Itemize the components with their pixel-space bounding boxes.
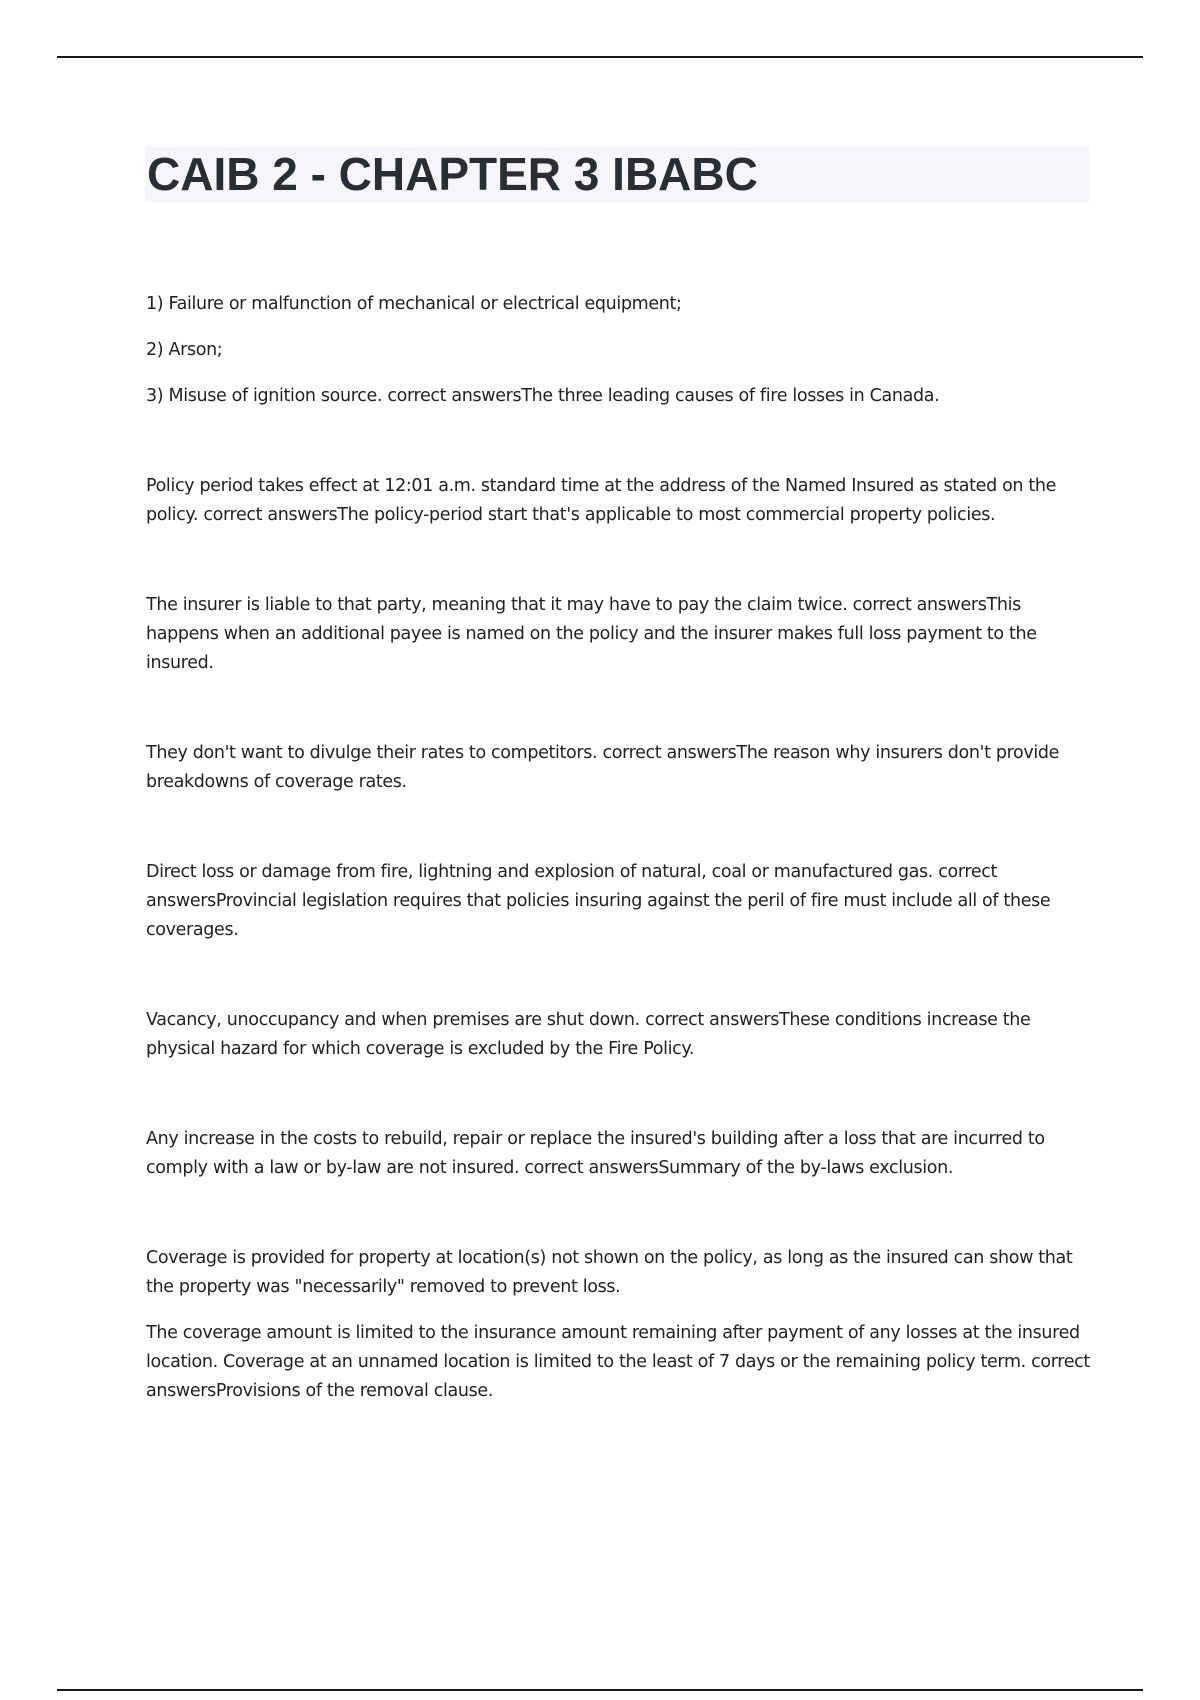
paragraph-policy-period: Policy period takes effect at 12:01 a.m. standard time at the address of the Named Insured as stated on the policy. correct answersThe policy-period start that's applicable to most commercial property policies.	[146, 476, 1057, 525]
paragraph-cause-1: 1) Failure or malfunction of mechanical or electrical equipment;	[146, 294, 682, 314]
paragraph-removal-2: The coverage amount is limited to the insurance amount remaining after payment of any losses at the insured location. Coverage at an unnamed location is limited to the least of 7 days or the remaining policy term. correct answersProvisions of the removal clause.	[146, 1323, 1090, 1401]
paragraph-cause-3: 3) Misuse of ignition source. correct answersThe three leading causes of fire losses in Canada.	[146, 386, 940, 406]
title-bar	[145, 146, 1090, 202]
paragraph-fire-peril: Direct loss or damage from fire, lightning and explosion of natural, coal or manufactured gas. correct answersProvincial legislation requires that policies insuring against the peril of fire must include all of these coverages.	[146, 862, 1051, 940]
document-title: CAIB 2 - CHAPTER 3 IBABC	[147, 148, 758, 200]
paragraph-vacancy: Vacancy, unoccupancy and when premises are shut down. correct answersThese conditions increase the physical hazard for which coverage is excluded by the Fire Policy.	[146, 1010, 1031, 1059]
paragraph-additional-payee: The insurer is liable to that party, meaning that it may have to pay the claim twice. correct answersThis happens when an additional payee is named on the policy and the insurer makes full loss payment to the insured.	[146, 595, 1037, 673]
document-body	[146, 290, 1096, 1406]
top-rule	[57, 56, 1143, 58]
paragraph-coverage-rates: They don't want to divulge their rates to competitors. correct answersThe reason why insurers don't provide breakdowns of coverage rates.	[146, 743, 1060, 792]
paragraph-cause-2: 2) Arson;	[146, 340, 223, 360]
paragraph-removal-1: Coverage is provided for property at location(s) not shown on the policy, as long as the insured can show that the property was "necessarily" removed to prevent loss.	[146, 1248, 1073, 1297]
paragraph-bylaws: Any increase in the costs to rebuild, repair or replace the insured's building after a loss that are incurred to comply with a law or by-law are not insured. correct answersSummary of the by-laws exclusion.	[146, 1129, 1045, 1178]
bottom-rule	[57, 1689, 1143, 1691]
